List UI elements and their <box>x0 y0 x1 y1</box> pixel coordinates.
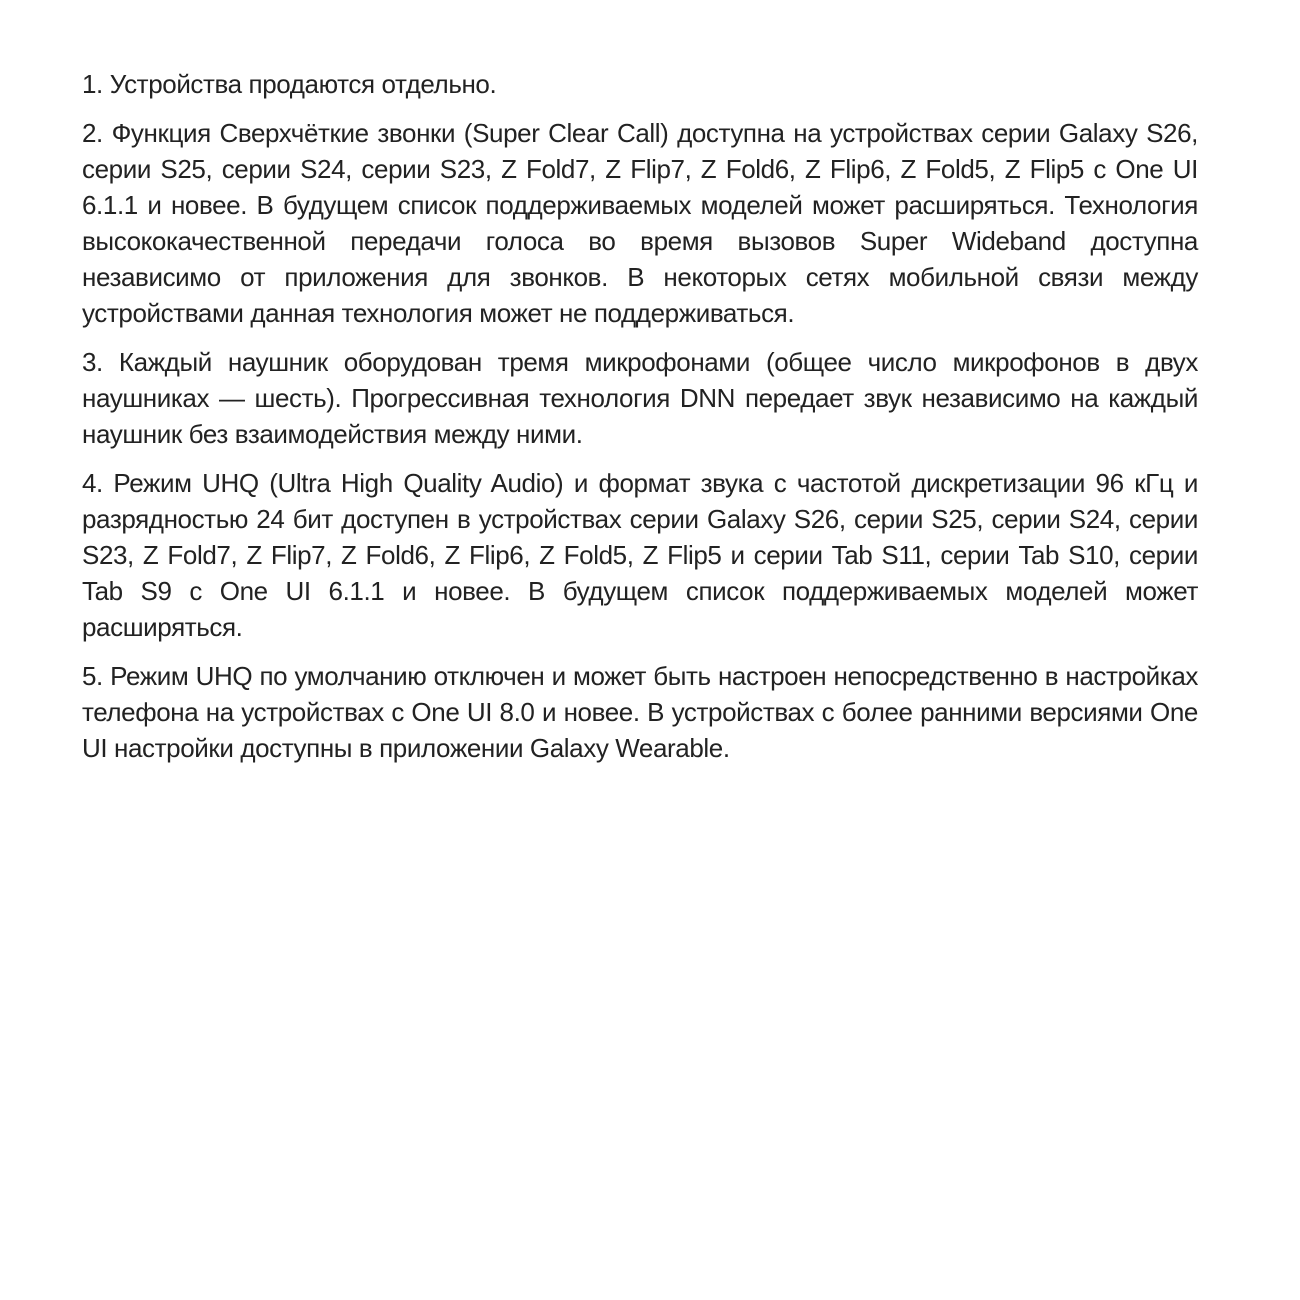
footnote-item-5: 5. Режим UHQ по умолчанию отключен и может быть настроен непосредственно в настройках телефона на устройствах с One UI 8.0 и новее. В устройствах с более ранними версиями One UI настройки доступны в приложении Galaxy Wearable. <box>82 661 1198 763</box>
footnote-item-3: 3. Каждый наушник оборудован тремя микрофонами (общее число микрофонов в двух наушниках — шесть). Прогрессивная технология DNN передает звук независимо на каждый наушник без взаимодействия между ними. <box>82 347 1198 449</box>
footnote-item-1: 1. Устройства продаются отдельно. <box>82 69 497 99</box>
footnote-item-2: 2. Функция Сверхчёткие звонки (Super Clear Call) доступна на устройствах серии Galaxy S26, серии S25, серии S24, серии S23, Z Fold7, Z Flip7, Z Fold6, Z Flip6, Z Fold5, Z Flip5 с One UI 6.1.1 и новее. В будущем список поддерживаемых моделей может расширяться. Технология высококачественной передачи голоса во время вызовов Super Wideband доступна независимо от приложения для звонков. В некоторых сетях мобильной связи между устройствами данная технология может не поддерживаться. <box>82 118 1198 328</box>
footnote-item-4: 4. Режим UHQ (Ultra High Quality Audio) и формат звука с частотой дискретизации 96 кГц и разрядностью 24 бит доступен в устройствах серии Galaxy S26, серии S25, серии S24, серии S23, Z Fold7, Z Flip7, Z Fold6, Z Flip6, Z Fold5, Z Flip5 и серии Tab S11, серии Tab S10, серии Tab S9 с One UI 6.1.1 и новее. В будущем список поддерживаемых моделей может расширяться. <box>82 468 1198 642</box>
